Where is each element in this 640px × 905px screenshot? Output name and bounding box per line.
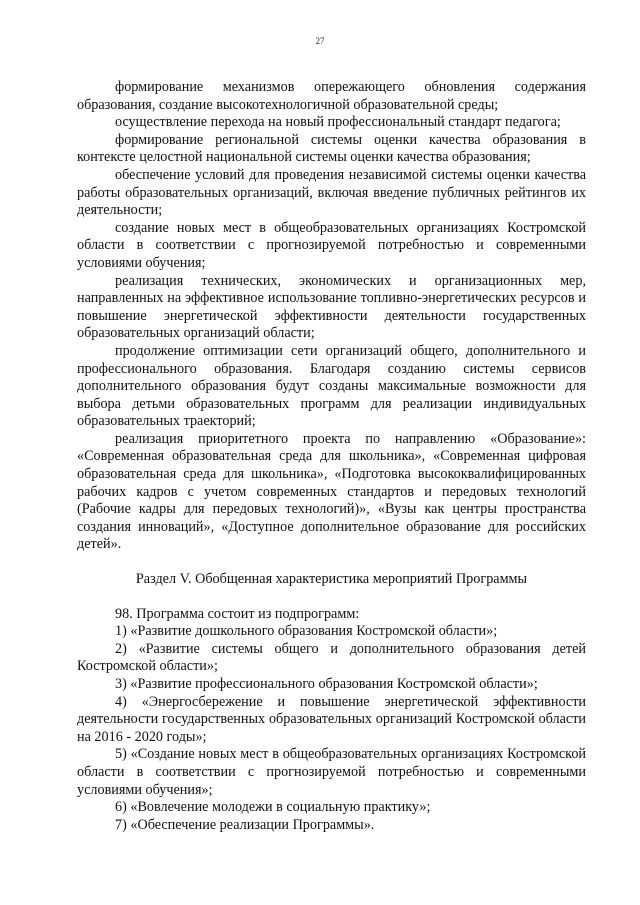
subprogram-item: 1) «Развитие дошкольного образования Костромской области»;: [115, 623, 498, 640]
subprogram-item: 6) «Вовлечение молодежи в социальную практику»;: [115, 799, 431, 816]
measure-paragraph: создание новых мест в общеобразовательных организациях Костромской области в соответствии с прогнозируемой потребностью и современными условиями обучения;: [77, 219, 586, 271]
measure-paragraph: реализация технических, экономических и организационных мер, направленных на эффективное использование топливно-энергетических ресурсов и повышение энергетической эффективности деятельности государственных образовательных организаций области;: [77, 272, 586, 342]
measure-paragraph: реализация приоритетного проекта по направлению «Образование»: «Современная образовательная среда для школьника», «Современная цифровая образовательная среда для школьника», «Подготовка высококвалифицированных рабочих кадров с учетом современных стандартов и передовых технологий (Рабочие кадры для передовых технологий)», «Вузы как центры пространства создания инноваций», «Доступное дополнительное образование для российских детей».: [77, 430, 586, 553]
measure-paragraph: формирование региональной системы оценки качества образования в контексте целостной национальной системы оценки качества образования;: [77, 131, 586, 166]
subprogram-item: 2) «Развитие системы общего и дополнительного образования детей Костромской области»;: [77, 640, 586, 675]
measure-paragraph: продолжение оптимизации сети организаций общего, дополнительного и профессионального образования. Благодаря созданию системы сервисов дополнительного образования будут созданы максимальные возможности для выбора детьми образовательных программ для реализации индивидуальных образовательных траекторий;: [77, 342, 586, 430]
subprograms-intro: 98. Программа состоит из подпрограмм:: [115, 605, 360, 622]
section-heading: Раздел V. Обобщенная характеристика мероприятий Программы: [135, 571, 528, 588]
subprogram-item: 3) «Развитие профессионального образования Костромской области»;: [115, 676, 538, 692]
measure-paragraph: осуществление перехода на новый профессиональный стандарт педагога;: [115, 114, 561, 131]
measure-paragraph: формирование механизмов опережающего обновления содержания образования, создание высокотехнологичной образовательной среды;: [77, 79, 586, 113]
subprogram-item: 7) «Обеспечение реализации Программы».: [115, 816, 375, 833]
page-number: 27: [315, 36, 325, 46]
measure-paragraph: обеспечение условий для проведения независимой системы оценки качества работы образовательных организаций, включая введение публичных рейтингов их деятельности;: [77, 166, 586, 219]
document-body: [77, 79, 586, 834]
subprogram-item: 4) «Энергосбережение и повышение энергетической эффективности деятельности государственных образовательных организаций Костромской области на 2016 - 2020 годы»;: [77, 693, 586, 745]
subprogram-item: 5) «Создание новых мест в общеобразовательных организациях Костромской области в соответствии с прогнозируемой потребностью и современными условиями обучения»;: [77, 746, 586, 798]
